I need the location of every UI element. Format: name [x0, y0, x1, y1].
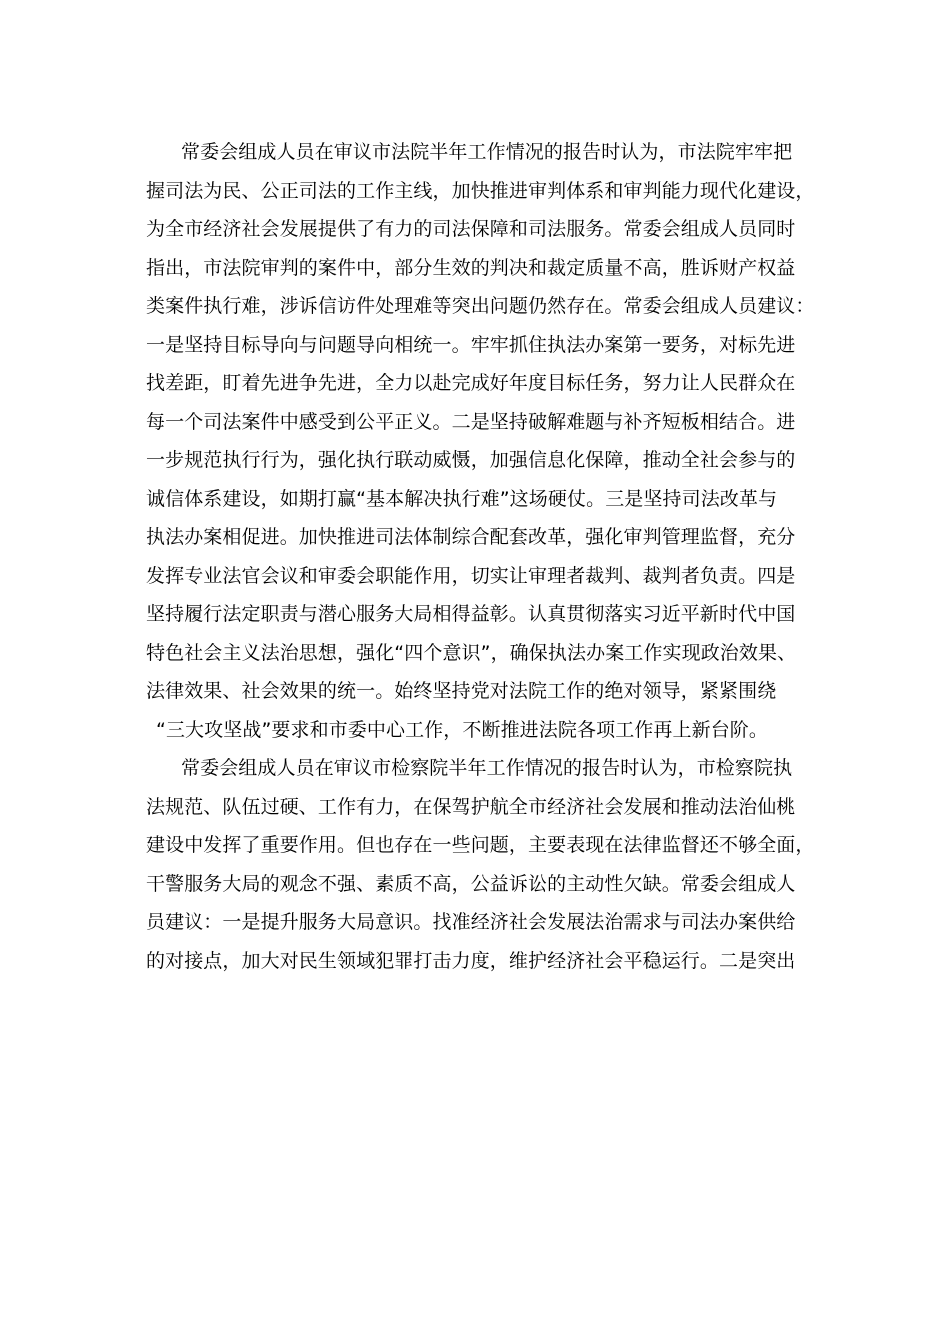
text-line: 指出，市法院审判的案件中，部分生效的判决和裁定质量不高，胜诉财产权益 [146, 256, 796, 279]
text-line: 诚信体系建设，如期打赢“基本解决执行难”这场硬仗。三是坚持司法改革与 [146, 487, 778, 510]
text-line: 员建议：一是提升服务大局意识。找准经济社会发展法治需求与司法办案供给 [146, 911, 796, 933]
text-line: 坚持履行法定职责与潜心服务大局相得益彰。认真贯彻落实习近平新时代中国 [146, 603, 796, 625]
text-line: 为全市经济社会发展提供了有力的司法保障和司法服务。常委会组成人员同时 [146, 218, 796, 240]
text-line: 握司法为民、公正司法的工作主线，加快推进审判体系和审判能力现代化建设， [146, 179, 815, 202]
text-line: 类案件执行难，涉诉信访件处理难等突出问题仍然存在。常委会组成人员建议： [146, 295, 815, 317]
text-line: 找差距，盯着先进争先进，全力以赴完成好年度目标任务，努力让人民群众在 [146, 372, 796, 394]
text-line: 干警服务大局的观念不强、素质不高，公益诉讼的主动性欠缺。常委会组成人 [146, 872, 796, 895]
text-line: 特色社会主义法治思想，强化“四个意识”，确保执法办案工作实现政治效果、 [146, 641, 797, 664]
text-line: 一是坚持目标导向与问题导向相统一。牢牢抓住执法办案第一要务，对标先进 [146, 333, 796, 356]
text-line: 每一个司法案件中感受到公平正义。二是坚持破解难题与补齐短板相结合。进 [146, 410, 796, 433]
text-line: “三大攻坚战”要求和市委中心工作，不断推进法院各项工作再上新台阶。 [156, 718, 768, 741]
text-line: 常委会组成人员在审议市法院半年工作情况的报告时认为，市法院牢牢把 [181, 141, 793, 163]
paragraph-court-report [146, 133, 815, 749]
text-line: 一步规范执行行为，强化执行联动威慑，加强信息化保障，推动全社会参与的 [146, 449, 796, 471]
document-body [146, 133, 815, 980]
paragraph-procuratorate-report [146, 749, 815, 980]
text-line: 的对接点，加大对民生领域犯罪打击力度，维护经济社会平稳运行。二是突出 [146, 949, 796, 972]
text-line: 发挥专业法官会议和审委会职能作用，切实让审理者裁判、裁判者负责。四是 [146, 564, 796, 587]
text-line: 法规范、队伍过硬、工作有力，在保驾护航全市经济社会发展和推动法治仙桃 [146, 795, 796, 818]
text-line: 执法办案相促进。加快推进司法体制综合配套改革，强化审判管理监督，充分 [146, 526, 796, 548]
text-line: 建设中发挥了重要作用。但也存在一些问题，主要表现在法律监督还不够全面， [146, 834, 815, 856]
text-line: 法律效果、社会效果的统一。始终坚持党对法院工作的绝对领导，紧紧围绕 [146, 680, 777, 702]
text-line: 常委会组成人员在审议市检察院半年工作情况的报告时认为，市检察院执 [181, 757, 793, 779]
